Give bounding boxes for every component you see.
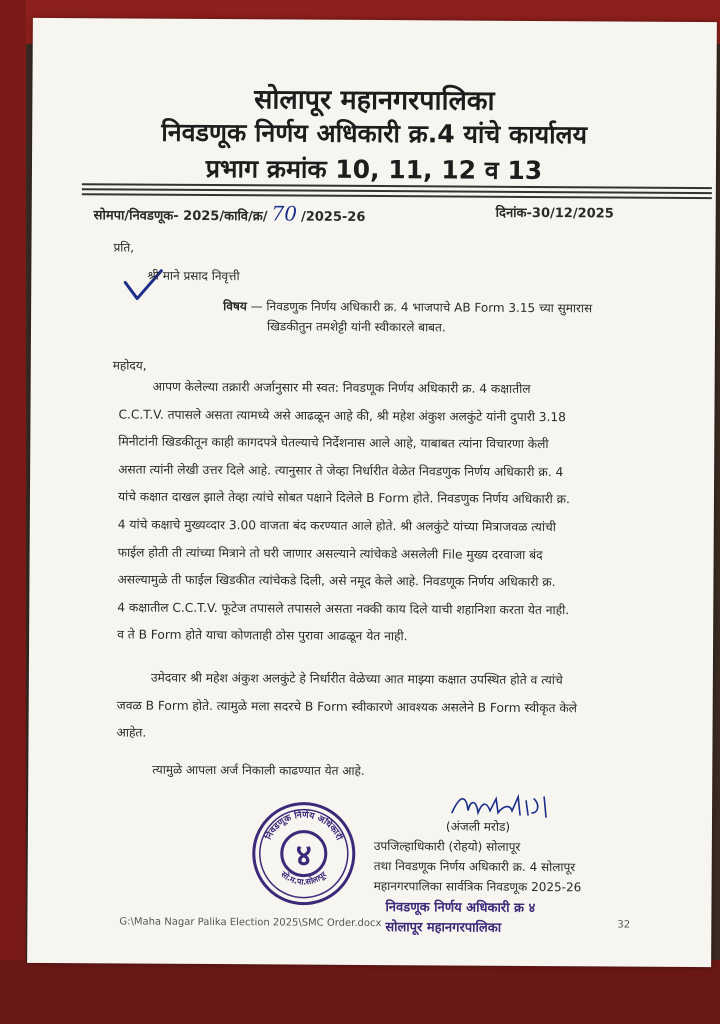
body-line: आपण केलेल्या तक्रारी अर्जानुसार मी स्वत: निवडणूक निर्णय अधिकारी क्र. 4 कक्षातील [152, 379, 531, 396]
letter-page [27, 18, 717, 967]
body-line: आहेत. [116, 725, 147, 740]
subject-line-2: खिडकीतुन तमशेट्टी यांनी स्वीकारले बाबत. [266, 319, 446, 335]
reference-handwritten-number: 70 [271, 201, 298, 226]
body-line: असल्यामुळे ती फाईल खिडकीत त्यांचेकडे दिली, असे नमूद केले आहे. निवडणूक निर्णय अधिकारी क्र. [117, 572, 556, 590]
background-left [0, 0, 26, 1024]
recipient-name: श्री माने प्रसाद निवृत्ती [147, 268, 240, 284]
body-line: व ते B Form होते याचा कोणताही ठोस पुरावा आढळून येत नाही. [117, 627, 408, 644]
stamp-bottom-text: सो.म.पा.सोलापूर [279, 869, 329, 887]
signatory-title-2: तथा निवडणूक निर्णय अधिकारी क्र. 4 सोलापूर [373, 859, 576, 875]
header-line-2: निवडणूक निर्णय अधिकारी क्र.4 यांचे कार्यालय [161, 117, 588, 150]
footer-file-path: G:\Maha Nagar Palika Election 2025\SMC Order.docx [119, 916, 382, 930]
footer-page-number: 32 [617, 919, 631, 931]
body-line: मिनीटांनी खिडकीतून काही कागदपत्रे घेतल्याचे निर्देशनास आले आहे, याबाबत त्यांना विचारणा केली [118, 434, 549, 452]
subject-text-1: — निवडणुक निर्णय अधिकारी क्र. 4 भाजपाचे AB Form 3.15 च्या सुमारास [246, 299, 593, 316]
body-line: यांचे कक्षात दाखल झाले तेव्हा त्यांचे सोबत पक्षाने दिलेले B Form होते. निवडणुक निर्णय अधिकारी क्र. [117, 489, 570, 507]
body-line: जवळ B Form होते. त्यामुळे मला सदरचे B Form स्वीकारणे आवश्यक असलेने B Form स्वीकृत केले [116, 698, 578, 715]
signatory-title-3: महानगरपालिका सार्वत्रिक निवडणूक 2025-26 [373, 879, 582, 895]
body-line: उमेदवार श्री महेश अंकुश अलकुंटे हे निर्धारीत वेळेच्या आत माझ्या कक्षात उपस्थित होते व त्यांचे [150, 670, 563, 688]
body-line: फाईल होती ती त्यांच्या मित्राने तो घरी जाणार असल्याने त्यांचेकडे असलेली File मुख्य दरवाजा बंद [117, 545, 543, 562]
body-paragraph-3: त्यामुळे आपला अर्ज निकाली काढण्यात येत आहे. [152, 762, 365, 778]
stamp-center-number: ४ [295, 838, 312, 874]
body-paragraph-1 [117, 373, 679, 652]
body-line: असता त्यांनी लेखी उत्तर दिले आहे. त्यानुसार ते जेव्हा निर्धारीत वेळेत निवडणुक निर्णय अधिकारी क्र. 4 [118, 462, 564, 479]
letter-date: दिनांक-30/12/2025 [495, 205, 614, 222]
salutation: महोदय, [112, 358, 147, 373]
subject-label: विषय [223, 299, 247, 314]
body-line: 4 यांचे कक्षाचे मुख्यव्दार 3.00 वाजता बंद करण्यात आले होते. श्री अलकुंटे यांच्या मित्राजवळ त्यांची [117, 517, 556, 535]
subject-line-1 [223, 299, 592, 316]
rubber-stamp-line-2: सोलापूर महानगरपालिका [385, 920, 502, 936]
stamp-top-text: निवडणूक निर्णय अधिकारी [263, 810, 344, 842]
background-bottom [0, 960, 720, 1024]
reference-prefix: सोमपा/निवडणूक- 2025/कावि/क्र/ [93, 208, 268, 225]
rubber-stamp-line-1: निवडणूक निर्णय अधिकारी क्र ४ [385, 900, 536, 917]
header-line-1: सोलापूर महानगरपालिका [254, 84, 495, 117]
header-rule-3 [82, 193, 712, 199]
reference-suffix: /2025-26 [300, 209, 366, 225]
reference-number [94, 200, 366, 226]
round-stamp-seal [249, 799, 358, 908]
signatory-title-1: उपजिल्हाधिकारी (रोहयो) सोलापूर [373, 839, 521, 854]
body-paragraph-2 [116, 664, 676, 750]
header-line-3: प्रभाग क्रमांक 10, 11, 12 व 13 [205, 153, 543, 186]
body-line: 4 कक्षातील C.C.T.V. फूटेज तपासले तपासले असता नक्की काय दिले याची शहानिशा करता येत नाही. [117, 600, 570, 617]
body-line: C.C.T.V. तपासले असता त्यामध्ये असे आढळून आहे की, श्री महेश अंकुश अलकुंटे यांनी दुपारी 3.18 [118, 407, 566, 424]
to-label: प्रति, [113, 240, 135, 255]
signatory-name: (अंजली मरोड) [445, 819, 511, 834]
